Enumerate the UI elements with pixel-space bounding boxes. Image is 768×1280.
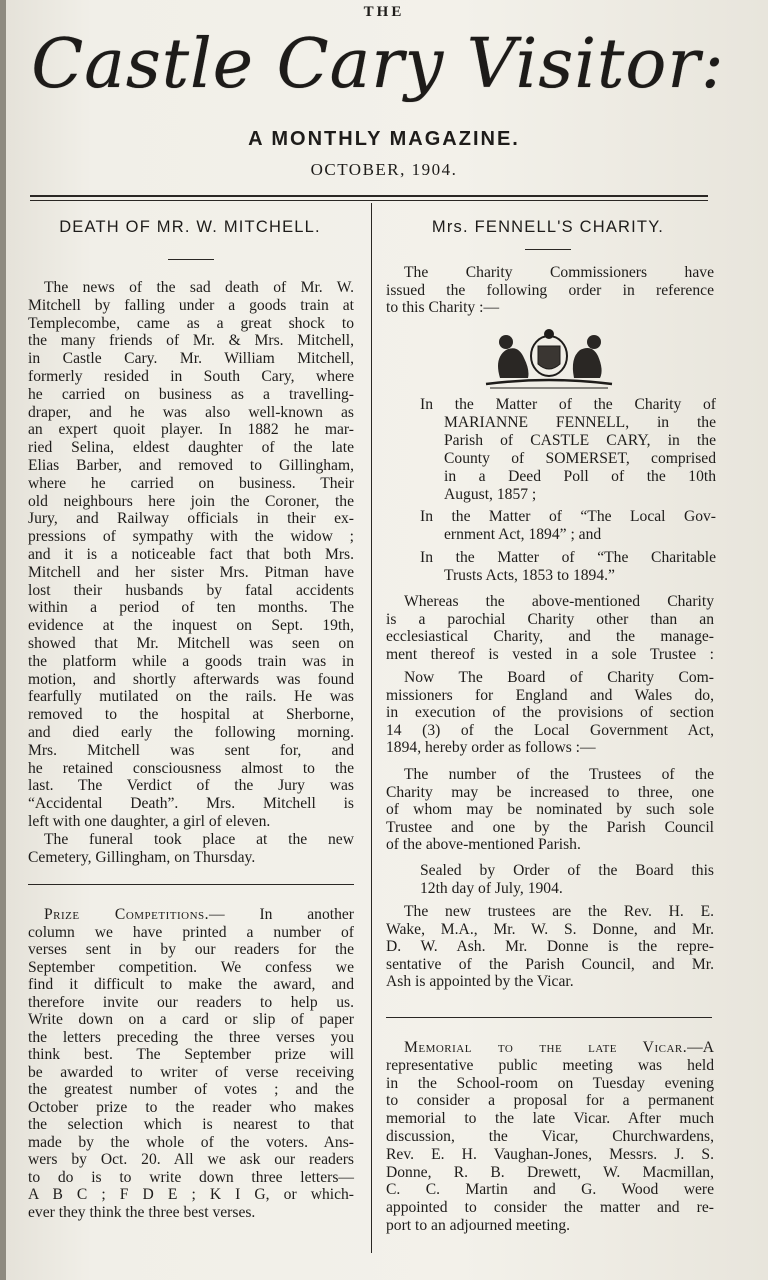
text-line: he carried on business as a travelling- xyxy=(28,385,354,403)
board-order-paragraph xyxy=(386,669,714,757)
text-line: an expert quoit player. In 1882 he mar- xyxy=(28,421,354,439)
text-line: left with one daughter, a girl of eleven. xyxy=(28,812,271,830)
text-line: old neighbours here join the Coroner, the xyxy=(28,492,354,510)
charity-intro xyxy=(386,264,714,317)
text-line: County of SOMERSET, comprised xyxy=(444,450,716,467)
text-line: the many friends of Mr. & Mrs. Mitchell, xyxy=(28,332,354,350)
text-line: ever they think the three best verses. xyxy=(28,1203,256,1221)
text-line: Trusts Acts, 1853 to 1894.” xyxy=(444,567,615,584)
text-line: C. C. Martin and G. Wood were xyxy=(386,1181,714,1199)
text-line: Wake, M.A., Mr. W. S. Donne, and Mr. xyxy=(386,920,714,938)
text-line: formerly resided in South Cary, where xyxy=(28,367,354,385)
text-line: A B C ; F D E ; K I G, or which- xyxy=(28,1186,354,1203)
mitchell-heading: DEATH OF MR. W. MITCHELL. xyxy=(59,218,321,236)
whereas-paragraph xyxy=(386,593,714,663)
text-line: memorial to the late Vicar. After much xyxy=(386,1110,714,1128)
text-line: made by the whole of the voters. Ans- xyxy=(28,1133,354,1151)
text-line: Cemetery, Gillingham, on Thursday. xyxy=(28,848,256,866)
text-run: — In another xyxy=(209,906,354,923)
text-line: issued the following order in reference xyxy=(386,281,714,299)
text-line: Ash is appointed by the Vicar. xyxy=(386,973,574,990)
text-line: The Charity Commissioners have xyxy=(404,264,714,281)
text-line: find it difficult to make the award, and xyxy=(28,976,354,993)
text-line: In the Matter of “The Charitable xyxy=(420,549,716,566)
text-line: think best. The September prize will xyxy=(28,1046,354,1063)
text-line: Write down on a card or slip of paper xyxy=(28,1011,354,1028)
text-line: Trustee and one by the Parish Council xyxy=(386,818,714,836)
text-line: Mrs. Mitchell was sent for, and xyxy=(28,741,354,759)
text-line: draper, and he was also well-known as xyxy=(28,403,354,421)
text-line: pressions of sympathy with the widow ; xyxy=(28,528,354,546)
royal-coat-of-arms-icon xyxy=(480,328,618,390)
text-line: of whom may be nominated by such sole xyxy=(386,801,714,818)
text-line: Sealed by Order of the Board this xyxy=(420,862,714,879)
prize-competitions-article xyxy=(28,906,354,1221)
text-line: last. The Verdict of the Jury was xyxy=(28,777,354,795)
mitchell-article-body xyxy=(28,279,354,831)
text-line: In the Matter of the Charity of xyxy=(420,396,716,413)
text-line: appointed to consider the matter and re- xyxy=(386,1199,714,1217)
text-line: discussion, the Vicar, Churchwardens, xyxy=(386,1127,714,1145)
text-line: Charity may be increased to three, one xyxy=(386,783,714,801)
text-line: where he carried on business. Their xyxy=(28,474,354,492)
text-line: September competition. We confess we xyxy=(28,958,354,976)
text-line: MARIANNE FENNELL, in the xyxy=(444,414,716,431)
text-line: Jury, and Railway officials in their ex- xyxy=(28,510,354,528)
text-line: 14 (3) of the Local Government Act, xyxy=(386,721,714,739)
text-line: Rev. E. H. Vaughan-Jones, Messrs. J. S. xyxy=(386,1145,714,1163)
text-line: to do is to write down three letters— xyxy=(28,1168,354,1186)
text-line: the selection which is nearest to that xyxy=(28,1116,354,1133)
text-line: the platform while a goods train was in xyxy=(28,652,354,670)
text-line: missioners for England and Wales do, xyxy=(386,686,714,704)
text-line: Elias Barber, and removed to Gillingham, xyxy=(28,456,354,474)
column-divider xyxy=(371,203,372,1253)
text-line: the letters preceding the three verses you xyxy=(28,1028,354,1046)
text-line xyxy=(386,1039,714,1057)
text-line: 12th day of July, 1904. xyxy=(420,879,563,897)
text-line: in the School-room on Tuesday evening xyxy=(386,1074,714,1092)
text-line: and died early the following morning. xyxy=(28,723,354,741)
text-line: sentative of the Parish Council, and Mr. xyxy=(386,955,714,973)
matter-charity-fennell xyxy=(420,396,716,504)
new-trustees-paragraph xyxy=(386,903,714,991)
text-line: of the above-mentioned Parish. xyxy=(386,836,581,853)
trustees-number-paragraph xyxy=(386,766,714,854)
text-line: The number of the Trustees of the xyxy=(404,766,714,783)
text-line: column we have printed a number of xyxy=(28,923,354,941)
charity-heading: Mrs. FENNELL'S CHARITY. xyxy=(431,218,665,236)
text-line: Now The Board of Charity Com- xyxy=(404,669,714,686)
text-line: in Castle Cary. Mr. William Mitchell, xyxy=(28,350,354,368)
header-rule-top xyxy=(30,195,708,197)
text-line: representative public meeting was held xyxy=(386,1056,714,1074)
text-line: evidence at the inquest on Sept. 19th, xyxy=(28,617,354,635)
mitchell-heading-rule xyxy=(168,259,214,260)
pre-title: THE xyxy=(363,4,405,20)
text-line: is a parochial Charity other than an xyxy=(386,610,714,628)
text-line: lost their husbands by fatal accidents xyxy=(28,581,354,599)
text-line: removed to the hospital at Sherborne, xyxy=(28,706,354,724)
text-line: and it is a noticeable fact that both Mrs. xyxy=(28,545,354,563)
text-line xyxy=(28,906,354,924)
header-rule-bottom xyxy=(30,200,708,201)
memorial-separator-rule xyxy=(386,1017,712,1018)
text-line: Mitchell by falling under a goods train at xyxy=(28,296,354,314)
text-line: D. W. Ash. Mr. Donne is the repre- xyxy=(386,938,714,955)
text-line: port to an adjourned meeting. xyxy=(386,1216,571,1234)
sealed-paragraph xyxy=(386,862,714,897)
text-line: ried Selina, eldest daughter of the late xyxy=(28,439,354,457)
text-line: Parish of CASTLE CARY, in the xyxy=(444,432,716,449)
text-line: “Accidental Death”. Mrs. Mitchell is xyxy=(28,795,354,813)
text-line: he retained consciousness almost to the xyxy=(28,759,354,777)
text-line: August, 1857 ; xyxy=(444,486,537,503)
text-line: be awarded to writer of verse receiving xyxy=(28,1063,354,1081)
funeral-paragraph xyxy=(28,831,354,867)
matter-local-government-act xyxy=(420,508,716,544)
text-line: to this Charity :— xyxy=(386,299,500,316)
text-line: October prize to the reader who makes xyxy=(28,1098,354,1116)
subtitle: A MONTHLY MAGAZINE. xyxy=(248,128,520,150)
text-line: to consider a proposal for a permanent xyxy=(386,1092,714,1110)
text-run: —A xyxy=(687,1039,714,1056)
issue-date: OCTOBER, 1904. xyxy=(310,160,458,179)
text-line: in execution of the provisions of section xyxy=(386,704,714,721)
text-line: Donne, R. B. Drewett, W. Macmillan, xyxy=(386,1163,714,1181)
text-line: Whereas the above-mentioned Charity xyxy=(404,593,714,610)
prize-separator-rule xyxy=(28,884,354,885)
page-edge-shadow xyxy=(0,0,6,1280)
text-line: showed that Mr. Mitchell was seen on xyxy=(28,634,354,652)
text-line: 1894, hereby order as follows :— xyxy=(386,739,596,756)
prize-heading: Prize Competitions. xyxy=(44,906,210,923)
text-line: Mitchell and her sister Mrs. Pitman have xyxy=(28,563,354,581)
text-line: wers by Oct. 20. All we ask our readers xyxy=(28,1151,354,1168)
text-line: The new trustees are the Rev. H. E. xyxy=(404,903,714,920)
text-line: ecclesiastical Charity, and the manage- xyxy=(386,628,714,645)
text-line: motion, and shortly afterwards was found xyxy=(28,670,354,688)
text-line: The funeral took place at the new xyxy=(44,831,354,848)
text-line: The news of the sad death of Mr. W. xyxy=(44,279,354,296)
matter-charitable-trusts-acts xyxy=(420,549,716,585)
memorial-heading: Memorial to the late Vicar. xyxy=(404,1039,688,1056)
text-line: verses sent in by our readers for the xyxy=(28,941,354,958)
text-line: ernment Act, 1894” ; and xyxy=(444,526,602,543)
charity-heading-rule xyxy=(525,249,571,250)
text-line: ment thereof is vested in a sole Trustee : xyxy=(386,645,714,663)
text-line: Templecombe, came as a great shock to xyxy=(28,314,354,332)
text-line: within a period of ten months. The xyxy=(28,599,354,617)
memorial-article xyxy=(386,1039,714,1235)
text-line: In the Matter of “The Local Gov- xyxy=(420,508,716,525)
text-line: fearfully mutilated on the rails. He was xyxy=(28,688,354,706)
text-line: the greatest number of votes ; and the xyxy=(28,1081,354,1098)
text-line: therefore invite our readers to help us. xyxy=(28,993,354,1011)
masthead-title: Castle Cary Visitor: xyxy=(31,25,725,104)
text-line: in a Deed Poll of the 10th xyxy=(444,468,716,485)
